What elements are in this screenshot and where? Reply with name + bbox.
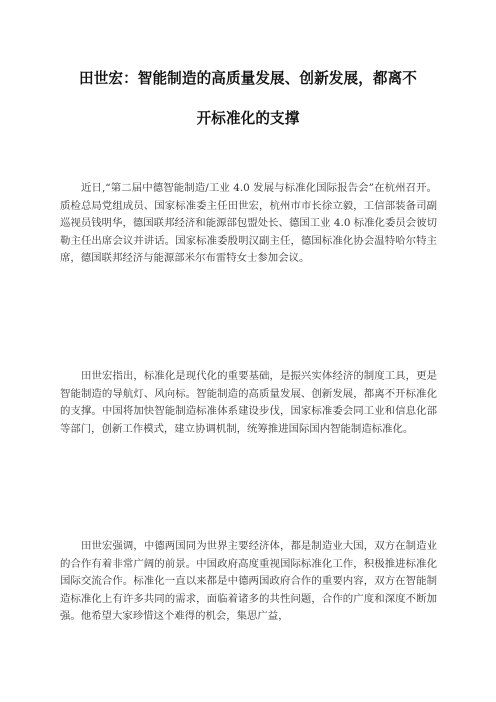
paragraph-3: 田世宏强调，中德两国同为世界主要经济体，都是制造业大国，双方在制造业的合作有着非常广阔的前景。中国政府高度重视国际标准化工作，积极推进标准化国际交流合作。标准化一直以来都是中德两国政府合作的重要内容，双方在智能制造标准化上有许多共同的需求，面临着诸多的共性问题，合作的广度和深度不断加强。他希望大家珍惜这个难得的机会，集思广益， — [60, 540, 437, 623]
article-title-line-2: 开标准化的支撑 — [196, 110, 300, 127]
paragraph-1: 近日,“第二届中德智能制造/工业 4.0 发展与标准化国际报告会”在杭州召开。质检总局党组成员、国家标准委主任田世宏，杭州市市长徐立毅，工信部装备司副巡视员钱明华，德国联邦经济和能源部包盟处长、德国工业 4.0 标准化委员会彼切勒主任出席会议并讲话。国家标准委殷明汉副主任，德国标准化协会温特哈尔特主席，德国联邦经济与能源部米尔布雷特女士参加会议。 — [60, 182, 437, 265]
paragraph-2: 田世宏指出，标准化是现代化的重要基础，是振兴实体经济的制度工具，更是智能制造的导航灯、风向标。智能制造的高质量发展、创新发展，都离不开标准化的支撑。中国将加快智能制造标准体系建设步伐，国家标准委会同工业和信息化部等部门，创新工作模式，建立协调机制，统筹推进国际国内智能制造标准化。 — [60, 370, 437, 435]
article-title-line-1: 田世宏：智能制造的高质量发展、创新发展，都离不 — [79, 70, 417, 87]
